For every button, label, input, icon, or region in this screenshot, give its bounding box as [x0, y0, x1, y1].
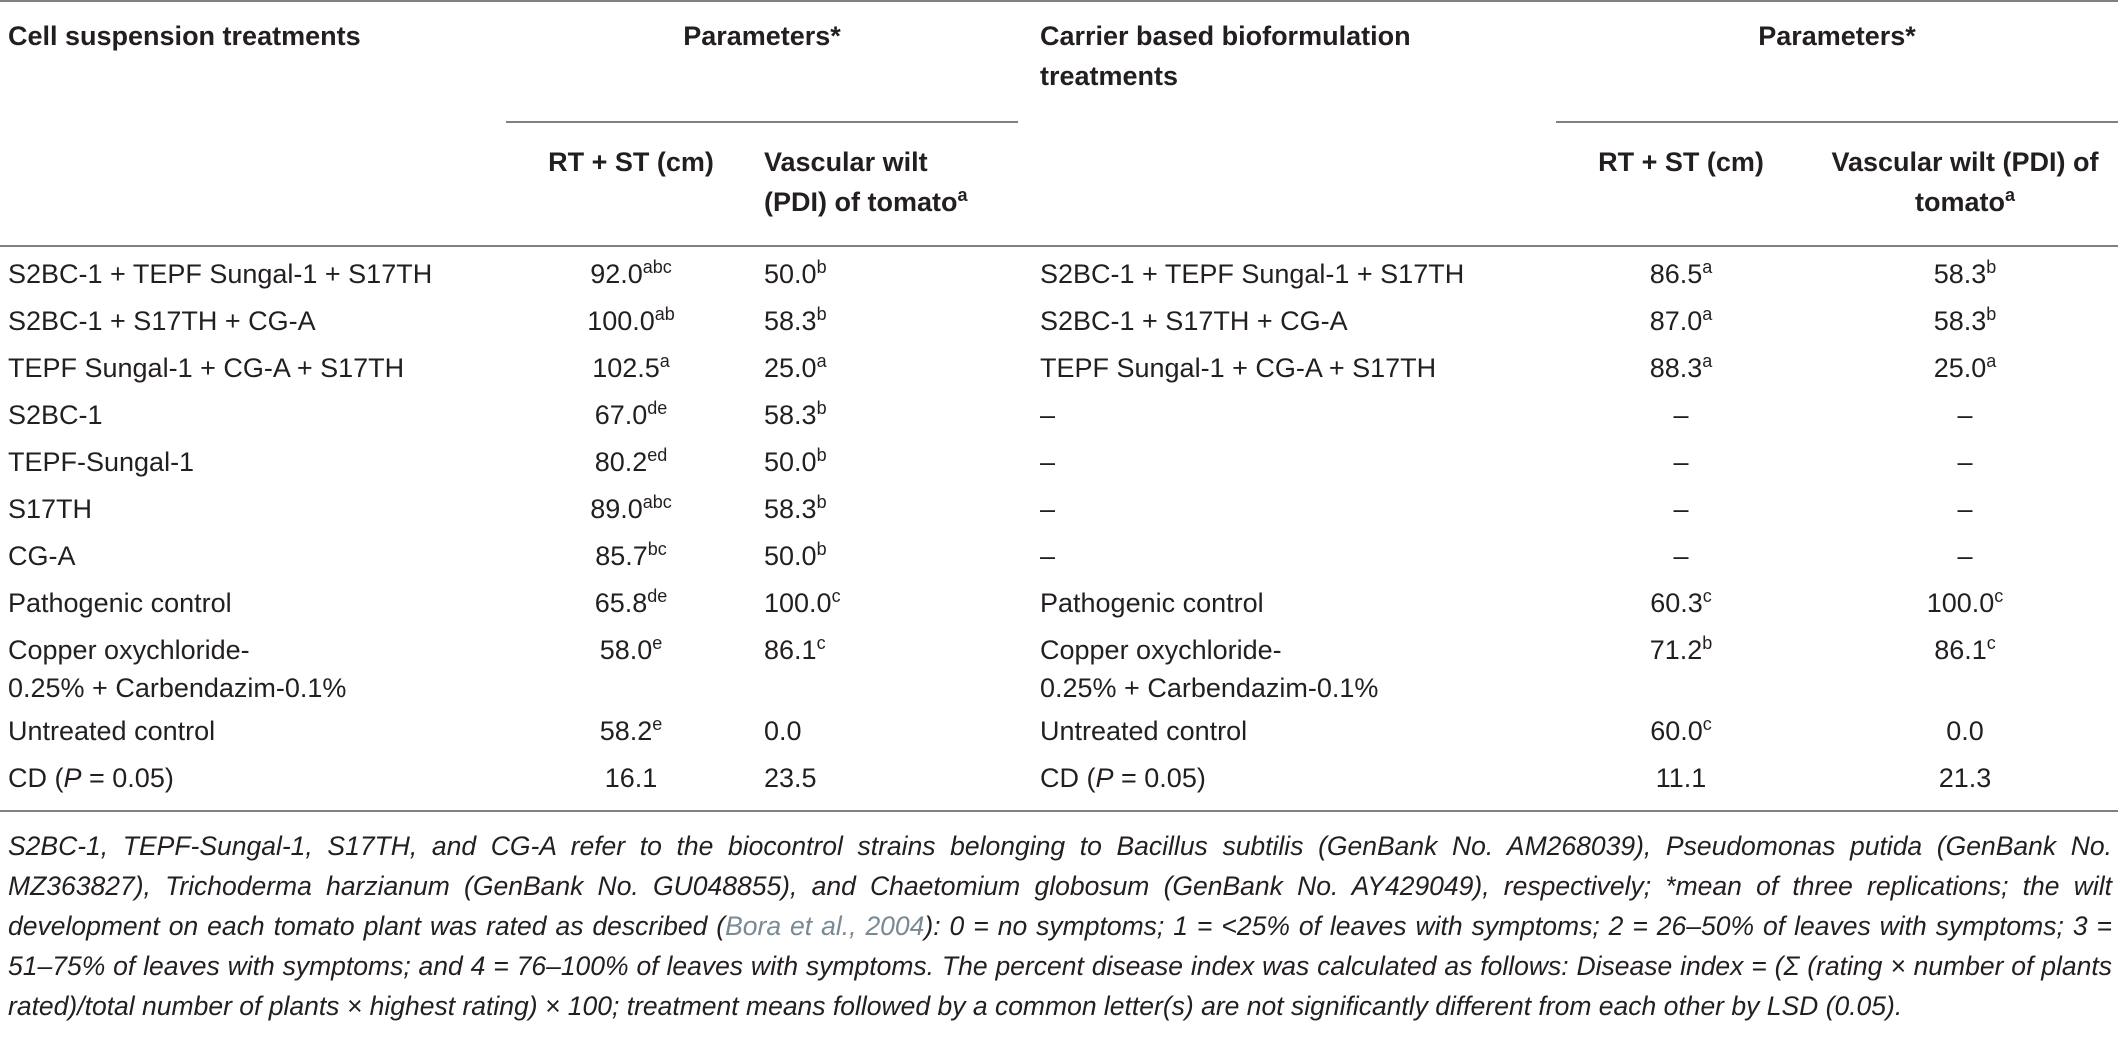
cell-value: 58.3	[764, 494, 817, 524]
significance-letter: c	[831, 586, 841, 606]
significance-letter: de	[647, 398, 668, 418]
cell-rt-st-left	[506, 302, 756, 340]
cell-treatment-left	[8, 490, 92, 528]
cell-treatment-right	[1040, 443, 1055, 481]
cell-value: 58.3	[764, 400, 817, 430]
cell-value: 0.0	[764, 716, 802, 746]
cell-value: –	[1673, 447, 1689, 477]
cell-value: 25.0	[764, 353, 817, 383]
cell-value: 58.3	[1933, 306, 1987, 336]
header-vascular-wilt-right-sup: a	[2004, 185, 2015, 205]
cell-value: 58.2	[599, 716, 653, 746]
cell-pdi-right	[1812, 490, 2118, 528]
significance-letter: de	[647, 586, 668, 606]
cell-value: 89.0	[590, 494, 643, 524]
cell-value: 50.0	[764, 541, 817, 571]
treatment-text: TEPF Sungal-1 + CG-A + S17TH	[1040, 353, 1437, 383]
header-rule	[0, 245, 2118, 247]
treatment-text-line2: 0.25% + Carbendazim-0.1%	[1040, 673, 1379, 703]
significance-letter: b	[1986, 304, 1997, 324]
cell-value: 80.2	[594, 447, 648, 477]
footnote-text-part2: ): 0 = no symptoms; 1 = <25% of leaves with symptoms; 2 = 26–50% of leaves with symptoms; 3 = 51–75% of leaves with symptoms; and 4 = 76–100% of leaves with symptoms. The percent disease index was calculated as follows: Disease index = (Σ (rating × number of plants rated)/total number of plants × highest rating) × 100; treatment means followed by a common letter(s) are not significantly different from each other by LSD (0.05).	[8, 911, 2112, 1021]
cell-pdi-left	[764, 302, 827, 340]
footnote-reference-link[interactable]: Bora et al., 2004	[725, 911, 925, 941]
cell-treatment-left	[8, 537, 76, 575]
cell-pdi-right	[1812, 631, 2118, 669]
cell-value: –	[1957, 494, 1973, 524]
header-vascular-wilt-right-text: tomato	[1914, 187, 2005, 217]
cell-treatment-right	[1040, 302, 1348, 340]
cell-rt-st-left	[506, 490, 756, 528]
significance-letter: c	[1702, 714, 1712, 734]
cell-rt-st-right	[1556, 396, 1806, 434]
header-vascular-wilt-left	[764, 142, 968, 222]
treatment-text: –	[1040, 541, 1056, 571]
treatment-text: Untreated control	[8, 716, 216, 746]
cell-value: 86.5	[1649, 259, 1703, 289]
cell-value: 58.3	[1933, 259, 1987, 289]
cell-rt-st-right	[1556, 302, 1806, 340]
header-vascular-wilt-right-line2	[1812, 182, 2118, 222]
header-vascular-wilt-left-text: (PDI) of tomato	[764, 187, 958, 217]
header-carrier-treatments	[1040, 16, 1411, 96]
treatment-text: S2BC-1 + S17TH + CG-A	[1040, 306, 1348, 336]
treatment-text: S2BC-1 + TEPF Sungal-1 + S17TH	[8, 259, 433, 289]
cell-pdi-right	[1812, 759, 2118, 797]
cell-rt-st-right	[1556, 537, 1806, 575]
significance-letter: a	[816, 351, 827, 371]
cell-value: –	[1957, 447, 1973, 477]
cell-rt-st-right	[1556, 631, 1806, 669]
header-vascular-wilt-left-line1: Vascular wilt	[764, 147, 928, 177]
significance-letter: b	[816, 445, 827, 465]
cell-treatment-left	[8, 759, 174, 797]
parameters-rule-right	[1556, 121, 2118, 123]
cell-value: 50.0	[764, 447, 817, 477]
significance-letter: a	[659, 351, 670, 371]
significance-letter: a	[1702, 304, 1713, 324]
cell-treatment-left	[8, 584, 232, 622]
header-vascular-wilt-left-line2	[764, 182, 968, 222]
treatment-text: Copper oxychloride-	[8, 635, 250, 665]
cell-treatment-left	[8, 712, 215, 750]
treatment-italic: P	[63, 763, 82, 793]
cell-pdi-right	[1812, 302, 2118, 340]
treatment-text: TEPF-Sungal-1	[8, 447, 195, 477]
cell-value: 92.0	[590, 259, 643, 289]
cell-value: –	[1673, 400, 1689, 430]
treatment-text: Pathogenic control	[8, 588, 232, 618]
cell-value: 65.8	[594, 588, 648, 618]
header-vascular-wilt-right	[1812, 142, 2118, 222]
header-vascular-wilt-left-sup: a	[957, 185, 968, 205]
cell-value: 88.3	[1649, 353, 1703, 383]
cell-pdi-right	[1812, 349, 2118, 387]
treatment-text: –	[1040, 447, 1056, 477]
treatment-text: Untreated control	[1040, 716, 1248, 746]
cell-value: 21.3	[1938, 763, 1992, 793]
cell-pdi-right	[1812, 584, 2118, 622]
cell-value: –	[1673, 494, 1689, 524]
cell-value: 11.1	[1655, 763, 1707, 793]
cell-rt-st-left	[506, 443, 756, 481]
header-carrier-line1: Carrier based bioformulation	[1040, 21, 1411, 51]
treatment-text: = 0.05)	[1113, 763, 1206, 793]
cell-treatment-right	[1040, 759, 1206, 797]
cell-rt-st-right	[1556, 759, 1806, 797]
header-rt-st-left: RT + ST (cm)	[548, 147, 714, 177]
treatment-text: S2BC-1 + S17TH + CG-A	[8, 306, 316, 336]
cell-pdi-left	[764, 631, 826, 669]
cell-value: 0.0	[1946, 716, 1984, 746]
cell-rt-st-left	[506, 631, 756, 669]
cell-rt-st-right	[1556, 349, 1806, 387]
significance-letter: c	[1702, 586, 1712, 606]
header-parameters-left: Parameters*	[683, 21, 841, 51]
significance-letter: b	[816, 398, 827, 418]
cell-value: –	[1957, 541, 1973, 571]
header-parameters-right: Parameters*	[1758, 21, 1916, 51]
significance-letter: a	[1702, 257, 1713, 277]
cell-value: 100.0	[764, 588, 832, 618]
cell-treatment-left	[8, 443, 194, 481]
cell-rt-st-left	[506, 396, 756, 434]
cell-pdi-left	[764, 255, 827, 293]
cell-value: –	[1957, 400, 1973, 430]
cell-rt-st-right	[1556, 712, 1806, 750]
cell-rt-st-left	[506, 349, 756, 387]
treatment-text: = 0.05)	[81, 763, 174, 793]
cell-treatment-left	[8, 255, 432, 293]
cell-treatment-left	[8, 302, 316, 340]
treatment-italic: P	[1095, 763, 1114, 793]
cell-value: 60.0	[1650, 716, 1703, 746]
treatment-text: S2BC-1	[8, 400, 103, 430]
cell-value: 71.2	[1649, 635, 1703, 665]
cell-pdi-left	[764, 712, 802, 750]
treatment-text: –	[1040, 494, 1056, 524]
cell-treatment-right	[1040, 396, 1055, 434]
cell-value: 67.0	[594, 400, 648, 430]
cell-treatment-right	[1040, 631, 1378, 707]
treatment-text-line2: 0.25% + Carbendazim-0.1%	[8, 673, 347, 703]
cell-treatment-left	[8, 631, 346, 707]
cell-value: 85.7	[595, 541, 648, 571]
cell-value: 100.0	[1926, 588, 1995, 618]
cell-rt-st-left	[506, 537, 756, 575]
cell-value: 86.1	[764, 635, 817, 665]
cell-treatment-right	[1040, 255, 1464, 293]
cell-value: 58.0	[599, 635, 653, 665]
cell-pdi-right	[1812, 537, 2118, 575]
cell-value: 100.0	[587, 306, 655, 336]
cell-rt-st-right	[1556, 255, 1806, 293]
cell-value: 87.0	[1649, 306, 1703, 336]
header-vascular-wilt-right-line1: Vascular wilt (PDI) of	[1831, 147, 2099, 177]
cell-treatment-right	[1040, 537, 1055, 575]
significance-letter: c	[1986, 633, 1996, 653]
cell-rt-st-right	[1556, 584, 1806, 622]
cell-pdi-right	[1812, 255, 2118, 293]
significance-letter: a	[1702, 351, 1713, 371]
cell-treatment-left	[8, 396, 103, 434]
significance-letter: a	[1986, 351, 1997, 371]
cell-pdi-right	[1812, 443, 2118, 481]
cell-value: 25.0	[1933, 353, 1987, 383]
cell-treatment-right	[1040, 490, 1055, 528]
footnote-text-part1: S2BC-1, TEPF-Sungal-1, S17TH, and CG-A refer to the biocontrol strains belonging to Bacillus subtilis (GenBank No. AM268039), Pseudomonas putida (GenBank No. MZ363827), Trichoderma harzianum (GenBank No. GU048855), and Chaetomium globosum (GenBank No. AY429049), respectively; *mean of three replications; the wilt development on each tomato plant was rated as described (	[8, 831, 2112, 941]
significance-letter: b	[816, 304, 827, 324]
significance-letter: c	[816, 633, 826, 653]
header-cell-suspension-treatments: Cell suspension treatments	[8, 21, 361, 51]
treatment-text: CG-A	[8, 541, 76, 571]
cell-value: 60.3	[1650, 588, 1703, 618]
cell-pdi-left	[764, 443, 827, 481]
cell-pdi-left	[764, 490, 827, 528]
cell-rt-st-right	[1556, 490, 1806, 528]
significance-letter: ab	[654, 304, 675, 324]
significance-letter: b	[816, 257, 827, 277]
cell-pdi-left	[764, 759, 817, 797]
cell-value: 16.1	[604, 763, 658, 793]
significance-letter: b	[1986, 257, 1997, 277]
significance-letter: e	[652, 714, 663, 734]
significance-letter: e	[652, 633, 663, 653]
treatment-text: –	[1040, 400, 1056, 430]
cell-value: 50.0	[764, 259, 817, 289]
cell-pdi-left	[764, 584, 841, 622]
header-carrier-line2: treatments	[1040, 61, 1179, 91]
treatment-text: S17TH	[8, 494, 93, 524]
significance-letter: b	[816, 492, 827, 512]
cell-pdi-left	[764, 396, 827, 434]
parameters-rule-left	[506, 121, 1018, 123]
cell-treatment-left	[8, 349, 404, 387]
cell-treatment-right	[1040, 584, 1264, 622]
cell-value: 86.1	[1934, 635, 1987, 665]
cell-pdi-left	[764, 537, 827, 575]
cell-pdi-left	[764, 349, 827, 387]
cell-pdi-right	[1812, 712, 2118, 750]
cell-rt-st-left	[506, 255, 756, 293]
treatment-text: S2BC-1 + TEPF Sungal-1 + S17TH	[1040, 259, 1465, 289]
top-rule	[0, 0, 2118, 2]
cell-pdi-right	[1812, 396, 2118, 434]
cell-treatment-right	[1040, 349, 1436, 387]
significance-letter: ed	[647, 445, 668, 465]
bottom-rule	[0, 810, 2118, 812]
cell-value: 58.3	[764, 306, 817, 336]
treatment-text: TEPF Sungal-1 + CG-A + S17TH	[8, 353, 405, 383]
cell-rt-st-left	[506, 584, 756, 622]
cell-value: –	[1673, 541, 1689, 571]
cell-rt-st-right	[1556, 443, 1806, 481]
significance-letter: bc	[647, 539, 667, 559]
cell-rt-st-left	[506, 759, 756, 797]
treatment-text: Copper oxychloride-	[1040, 635, 1282, 665]
treatment-text: CD (	[1040, 763, 1096, 793]
header-rt-st-right: RT + ST (cm)	[1598, 147, 1764, 177]
significance-letter: abc	[642, 492, 672, 512]
table-footnote	[8, 826, 2112, 1026]
significance-letter: b	[816, 539, 827, 559]
cell-value: 102.5	[592, 353, 660, 383]
cell-rt-st-left	[506, 712, 756, 750]
treatment-text: CD (	[8, 763, 64, 793]
treatment-text: Pathogenic control	[1040, 588, 1264, 618]
cell-value: 23.5	[764, 763, 817, 793]
significance-letter: abc	[642, 257, 672, 277]
significance-letter: b	[1702, 633, 1713, 653]
significance-letter: c	[1994, 586, 2004, 606]
cell-treatment-right	[1040, 712, 1247, 750]
